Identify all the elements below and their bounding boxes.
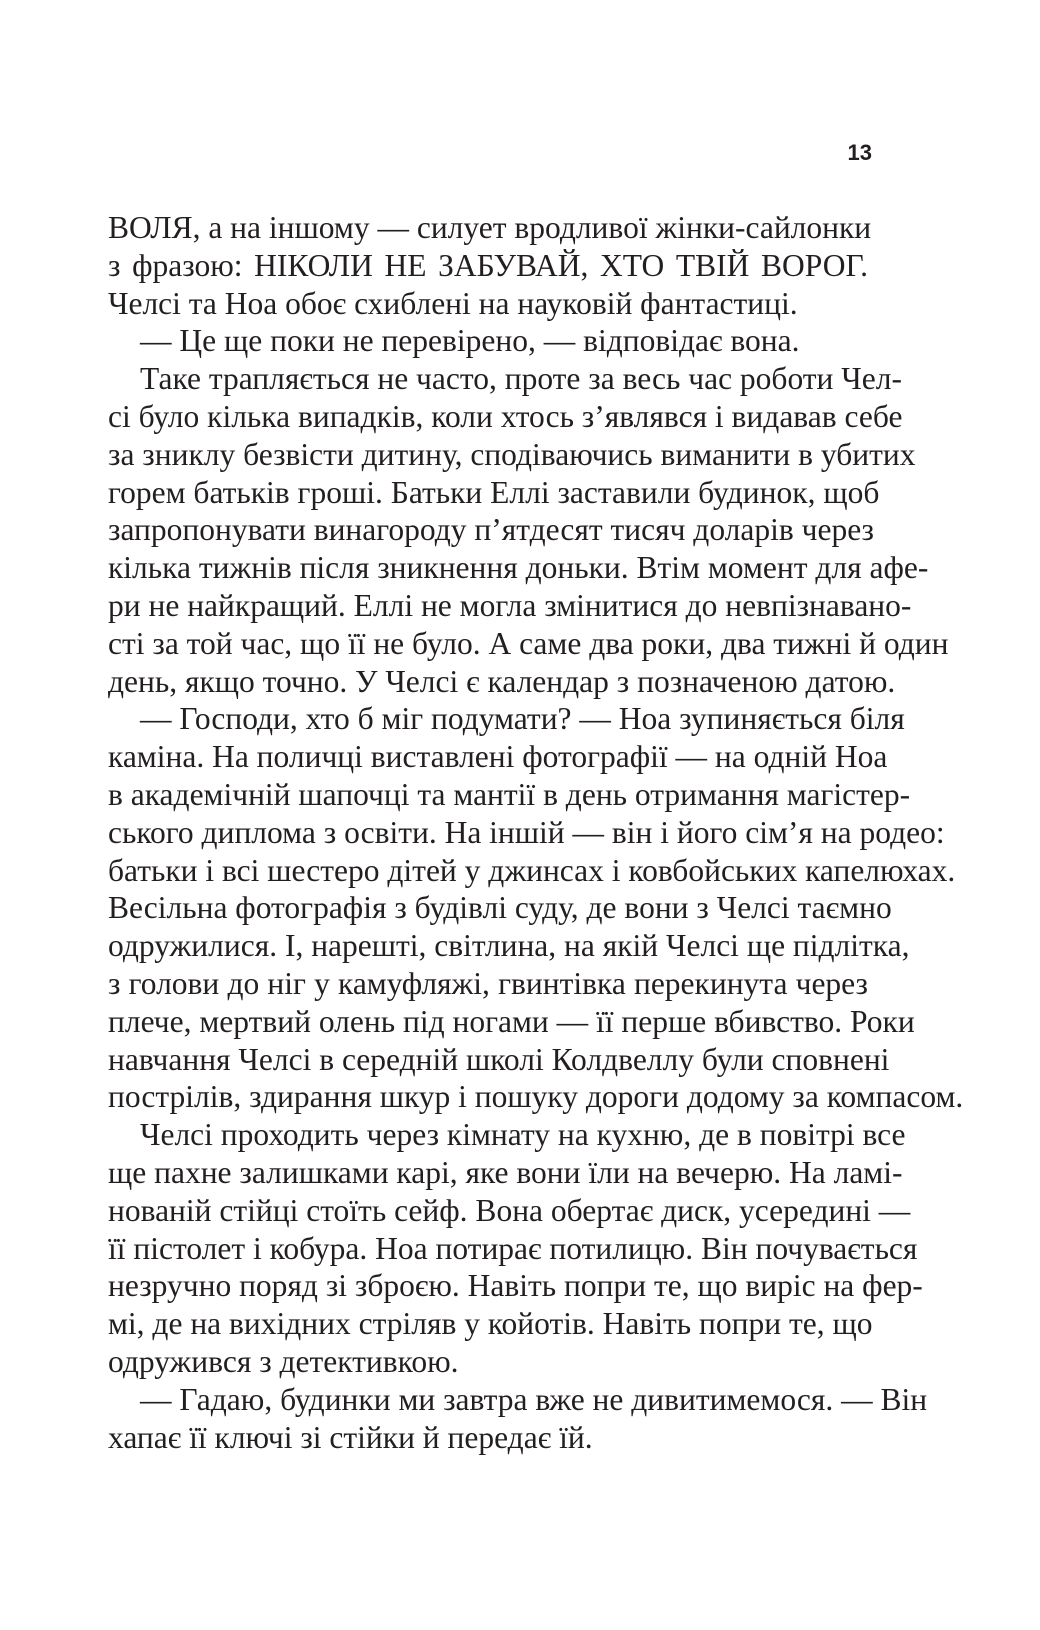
text-line: день, якщо точно. У Челсі є календар з позначеною датою. [108,663,896,699]
text-line: одружилися. І, нарешті, світлина, на якій Челсі ще підлітка, [108,928,910,964]
text-line: батьки і всі шестеро дітей у джинсах і ковбойських капелюхах. [108,852,956,888]
text-line: ще пахне залишками карі, яке вони їли на вечерю. На ламі- [108,1154,903,1190]
text-line: Челсі та Ноа обоє схиблені на науковій фантастиці. [108,285,798,321]
body-text [108,209,964,1456]
text-line: з фразою: НІКОЛИ НЕ ЗАБУВАЙ, ХТО ТВІЙ ВОРОГ. [108,247,868,283]
text-line: — Гадаю, будинки ми завтра вже не дивитимемося. — Він [140,1381,928,1417]
text-line: — Це ще поки не перевірено, — відповідає вона. [140,323,800,359]
text-line: ВОЛЯ, а на іншому — силует вродливої жінки-сайлонки [108,210,872,245]
text-line: ського диплома з освіти. На іншій — він і його сім’я на родео: [108,814,945,850]
text-line: з голови до ніг у камуфляжі, гвинтівка перекинута через [108,965,868,1001]
text-line: сті за той час, що її не було. А саме два роки, два тижні й один [108,625,949,661]
text-line: пострілів, здирання шкур і пошуку дороги додому за компасом. [108,1079,964,1115]
text-line: кілька тижнів після зникнення доньки. Втім момент для афе- [108,550,929,586]
text-line: хапає її ключі зі стійки й передає їй. [108,1419,593,1455]
text-line: ри не найкращий. Еллі не могла змінитися до невпізнаванo- [108,587,912,623]
text-line: її пістолет і кобура. Ноа потирає потилицю. Він почувається [108,1230,918,1266]
text-line: в академічній шапочці та мантії в день отримання магістер- [108,776,911,812]
text-line: навчання Челсі в середній школі Колдвеллу були сповнені [108,1041,890,1077]
text-line: мі, де на вихідних стріляв у койотів. Навіть попри те, що [108,1306,873,1342]
text-line: Челсі проходить через кімнату на кухню, де в повітрі все [140,1117,906,1153]
text-line: за зниклу безвісти дитину, сподіваючись виманити в убитих [108,436,916,472]
text-line: Таке трапляється не часто, проте за весь час роботи Чел- [140,361,902,397]
text-line: горем батьків гроші. Батьки Еллі заставили будинок, щоб [108,474,880,510]
text-line: нованій стійці стоїть сейф. Вона обертає диск, усередині — [108,1192,911,1228]
text-line: плече, мертвий олень під ногами — її перше вбивство. Роки [108,1003,915,1039]
text-line: сі було кілька випадків, коли хтось з’являвся і видавав себе [108,398,903,434]
text-line: запропонувати винагороду п’ятдесят тисяч доларів через [108,512,874,548]
text-line: Весільна фотографія з будівлі суду, де вони з Челсі таємно [108,890,892,926]
text-line: незручно поряд зі зброєю. Навіть попри те, що виріс на фер- [108,1268,923,1304]
text-line: — Господи, хто б міг подумати? — Ноа зупиняється біля [140,701,905,737]
page-number: 13 [847,140,872,165]
text-line: одружився з детективкою. [108,1343,459,1379]
text-line: каміна. На поличці виставлені фотографії — на одній Ноа [108,739,888,775]
